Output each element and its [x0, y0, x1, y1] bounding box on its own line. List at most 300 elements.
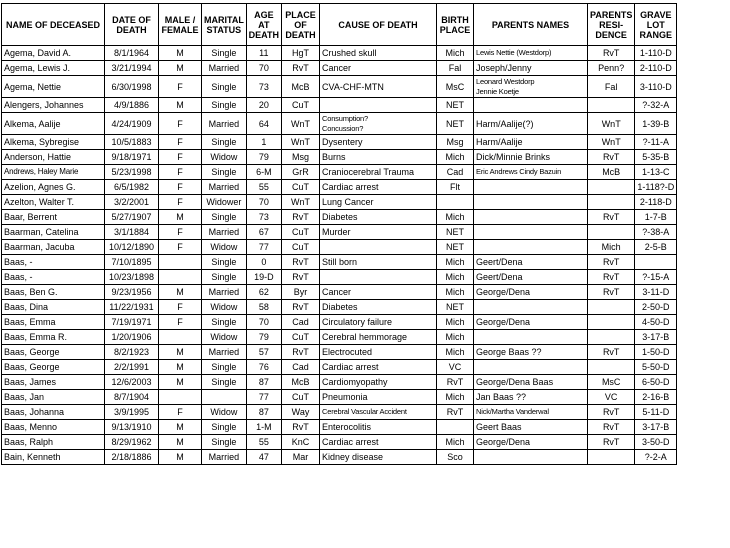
- birth-cell: NET: [437, 300, 474, 315]
- marital-cell: Married: [202, 345, 247, 360]
- residence-cell: RvT: [588, 285, 635, 300]
- grave-cell: ?-38-A: [635, 225, 677, 240]
- cause-cell: Electrocuted: [320, 345, 437, 360]
- name-cell: Baas, Menno: [2, 420, 105, 435]
- birth-cell: Mich: [437, 285, 474, 300]
- table-row: [2, 420, 677, 435]
- name-cell: Agema, Lewis J.: [2, 61, 105, 76]
- marital-cell: Single: [202, 165, 247, 180]
- grave-cell: 1-50-D: [635, 345, 677, 360]
- date-cell: 8/29/1962: [105, 435, 159, 450]
- birth-cell: Mich: [437, 330, 474, 345]
- table-row: [2, 98, 677, 113]
- parents-cell: George Baas ??: [474, 345, 588, 360]
- residence-cell: [588, 98, 635, 113]
- table-row: [2, 165, 677, 180]
- table-row: [2, 61, 677, 76]
- birth-cell: VC: [437, 360, 474, 375]
- date-cell: 3/9/1995: [105, 405, 159, 420]
- cause-cell: Consumption? Concussion?: [320, 113, 437, 135]
- date-cell: 3/2/2001: [105, 195, 159, 210]
- table-row: [2, 330, 677, 345]
- sex-cell: F: [159, 315, 202, 330]
- place-cell: Mar: [282, 450, 320, 465]
- date-cell: 9/18/1971: [105, 150, 159, 165]
- date-cell: 8/2/1923: [105, 345, 159, 360]
- grave-cell: 6-50-D: [635, 375, 677, 390]
- age-cell: 70: [246, 195, 281, 210]
- grave-cell: ?-15-A: [635, 270, 677, 285]
- header-grave-lot-range: GRAVE LOT RANGE: [635, 4, 677, 46]
- name-cell: Baas, James: [2, 375, 105, 390]
- grave-cell: 1-13-C: [635, 165, 677, 180]
- age-cell: 62: [246, 285, 281, 300]
- parents-cell: [474, 210, 588, 225]
- parents-cell: [474, 450, 588, 465]
- place-cell: McB: [282, 375, 320, 390]
- place-cell: HgT: [282, 46, 320, 61]
- birth-cell: RvT: [437, 405, 474, 420]
- grave-cell: 3-11-D: [635, 285, 677, 300]
- cause-cell: Dysentery: [320, 135, 437, 150]
- sex-cell: F: [159, 195, 202, 210]
- grave-cell: 2-50-D: [635, 300, 677, 315]
- grave-cell: 3-110-D: [635, 76, 677, 98]
- header-cause-of-death: CAUSE OF DEATH: [320, 4, 437, 46]
- marital-cell: Single: [202, 46, 247, 61]
- sex-cell: M: [159, 345, 202, 360]
- residence-cell: MsC: [588, 375, 635, 390]
- name-cell: Alkema, Aalije: [2, 113, 105, 135]
- age-cell: 57: [246, 345, 281, 360]
- age-cell: 0: [246, 255, 281, 270]
- cause-cell: [320, 240, 437, 255]
- grave-cell: 3-50-D: [635, 435, 677, 450]
- residence-cell: Mich: [588, 240, 635, 255]
- residence-cell: RvT: [588, 420, 635, 435]
- cause-cell: Cerebral Vascular Accident: [320, 405, 437, 420]
- sex-cell: M: [159, 450, 202, 465]
- birth-cell: Mich: [437, 345, 474, 360]
- marital-cell: Single: [202, 375, 247, 390]
- name-cell: Baas, Ralph: [2, 435, 105, 450]
- grave-cell: 5-35-B: [635, 150, 677, 165]
- cause-cell: Cardiac arrest: [320, 360, 437, 375]
- date-cell: 5/27/1907: [105, 210, 159, 225]
- marital-cell: Married: [202, 450, 247, 465]
- date-cell: 1/20/1906: [105, 330, 159, 345]
- parents-cell: Geert Baas: [474, 420, 588, 435]
- residence-cell: Fal: [588, 76, 635, 98]
- table-row: [2, 225, 677, 240]
- birth-cell: NET: [437, 98, 474, 113]
- table-row: [2, 135, 677, 150]
- place-cell: KnC: [282, 435, 320, 450]
- grave-cell: 5-11-D: [635, 405, 677, 420]
- sex-cell: F: [159, 165, 202, 180]
- date-cell: 7/19/1971: [105, 315, 159, 330]
- name-cell: Baas, George: [2, 345, 105, 360]
- header-parents-names: PARENTS NAMES: [474, 4, 588, 46]
- birth-cell: Mich: [437, 150, 474, 165]
- sex-cell: M: [159, 98, 202, 113]
- marital-cell: Married: [202, 113, 247, 135]
- name-cell: Baas, Emma R.: [2, 330, 105, 345]
- place-cell: McB: [282, 76, 320, 98]
- table-row: [2, 195, 677, 210]
- residence-cell: RvT: [588, 255, 635, 270]
- age-cell: 77: [246, 240, 281, 255]
- sex-cell: [159, 330, 202, 345]
- age-cell: 6-M: [246, 165, 281, 180]
- age-cell: 1: [246, 135, 281, 150]
- grave-cell: 1-7-B: [635, 210, 677, 225]
- residence-cell: WnT: [588, 113, 635, 135]
- cause-cell: Burns: [320, 150, 437, 165]
- date-cell: 6/30/1998: [105, 76, 159, 98]
- place-cell: CuT: [282, 390, 320, 405]
- age-cell: 73: [246, 210, 281, 225]
- sex-cell: F: [159, 150, 202, 165]
- residence-cell: RvT: [588, 345, 635, 360]
- table-row: [2, 113, 677, 135]
- age-cell: 77: [246, 390, 281, 405]
- date-cell: 11/22/1931: [105, 300, 159, 315]
- parents-cell: [474, 330, 588, 345]
- table-row: [2, 255, 677, 270]
- birth-cell: [437, 420, 474, 435]
- header-row: [2, 4, 677, 46]
- table-row: [2, 285, 677, 300]
- place-cell: RvT: [282, 345, 320, 360]
- residence-cell: VC: [588, 390, 635, 405]
- place-cell: CuT: [282, 240, 320, 255]
- place-cell: Cad: [282, 315, 320, 330]
- date-cell: 3/1/1884: [105, 225, 159, 240]
- age-cell: 79: [246, 330, 281, 345]
- parents-cell: [474, 240, 588, 255]
- place-cell: Way: [282, 405, 320, 420]
- burial-records-table: [1, 3, 677, 465]
- marital-cell: Widower: [202, 195, 247, 210]
- grave-cell: 1-118?-D: [635, 180, 677, 195]
- name-cell: Baas, Ben G.: [2, 285, 105, 300]
- residence-cell: RvT: [588, 405, 635, 420]
- residence-cell: RvT: [588, 150, 635, 165]
- grave-cell: 1-110-D: [635, 46, 677, 61]
- grave-cell: 1-39-B: [635, 113, 677, 135]
- date-cell: 9/23/1956: [105, 285, 159, 300]
- name-cell: Anderson, Hattie: [2, 150, 105, 165]
- residence-cell: RvT: [588, 435, 635, 450]
- residence-cell: [588, 330, 635, 345]
- date-cell: 10/12/1890: [105, 240, 159, 255]
- cause-cell: Lung Cancer: [320, 195, 437, 210]
- place-cell: WnT: [282, 195, 320, 210]
- birth-cell: Mich: [437, 210, 474, 225]
- age-cell: 47: [246, 450, 281, 465]
- cause-cell: [320, 98, 437, 113]
- name-cell: Baas, Johanna: [2, 405, 105, 420]
- marital-cell: Married: [202, 225, 247, 240]
- grave-cell: 3-17-B: [635, 330, 677, 345]
- place-cell: CuT: [282, 225, 320, 240]
- date-cell: 10/5/1883: [105, 135, 159, 150]
- sex-cell: F: [159, 113, 202, 135]
- cause-cell: Cancer: [320, 285, 437, 300]
- header-parents-residence: PARENTS RESI- DENCE: [588, 4, 635, 46]
- age-cell: 19-D: [246, 270, 281, 285]
- age-cell: 70: [246, 61, 281, 76]
- table-row: [2, 345, 677, 360]
- sex-cell: F: [159, 405, 202, 420]
- header-age: AGE AT DEATH: [246, 4, 281, 46]
- place-cell: RvT: [282, 270, 320, 285]
- marital-cell: Single: [202, 255, 247, 270]
- marital-cell: Widow: [202, 330, 247, 345]
- cause-cell: Cancer: [320, 61, 437, 76]
- date-cell: 4/9/1886: [105, 98, 159, 113]
- birth-cell: Cad: [437, 165, 474, 180]
- parents-cell: Lewis Nettie (Westdorp): [474, 46, 588, 61]
- marital-cell: Married: [202, 61, 247, 76]
- grave-cell: 5-50-D: [635, 360, 677, 375]
- birth-cell: NET: [437, 240, 474, 255]
- place-cell: RvT: [282, 210, 320, 225]
- age-cell: 70: [246, 315, 281, 330]
- parents-cell: George/Dena Baas: [474, 375, 588, 390]
- place-cell: RvT: [282, 300, 320, 315]
- residence-cell: RvT: [588, 46, 635, 61]
- parents-cell: Nick/Martha Vanderwal: [474, 405, 588, 420]
- age-cell: 58: [246, 300, 281, 315]
- age-cell: 20: [246, 98, 281, 113]
- parents-cell: [474, 360, 588, 375]
- marital-cell: Widow: [202, 150, 247, 165]
- residence-cell: RvT: [588, 210, 635, 225]
- grave-cell: ?-2-A: [635, 450, 677, 465]
- cause-cell: Cardiomyopathy: [320, 375, 437, 390]
- parents-cell: Joseph/Jenny: [474, 61, 588, 76]
- sex-cell: [159, 390, 202, 405]
- header-marital-status: MARITAL STATUS: [202, 4, 247, 46]
- cause-cell: Cardiac arrest: [320, 180, 437, 195]
- parents-cell: Dick/Minnie Brinks: [474, 150, 588, 165]
- birth-cell: RvT: [437, 375, 474, 390]
- parents-cell: [474, 180, 588, 195]
- marital-cell: Single: [202, 210, 247, 225]
- birth-cell: Mich: [437, 270, 474, 285]
- table-row: [2, 300, 677, 315]
- header-place-of-death: PLACE OF DEATH: [282, 4, 320, 46]
- table-row: [2, 375, 677, 390]
- age-cell: 55: [246, 435, 281, 450]
- birth-cell: Mich: [437, 255, 474, 270]
- age-cell: 11: [246, 46, 281, 61]
- sex-cell: M: [159, 61, 202, 76]
- sex-cell: F: [159, 135, 202, 150]
- parents-cell: George/Dena: [474, 285, 588, 300]
- birth-cell: MsC: [437, 76, 474, 98]
- name-cell: Baas, -: [2, 270, 105, 285]
- name-cell: Baas, George: [2, 360, 105, 375]
- residence-cell: [588, 450, 635, 465]
- date-cell: 12/6/2003: [105, 375, 159, 390]
- grave-cell: ?-11-A: [635, 135, 677, 150]
- place-cell: CuT: [282, 180, 320, 195]
- table-row: [2, 390, 677, 405]
- name-cell: Agema, David A.: [2, 46, 105, 61]
- table-row: [2, 270, 677, 285]
- age-cell: 87: [246, 405, 281, 420]
- cause-cell: Pneumonia: [320, 390, 437, 405]
- place-cell: GrR: [282, 165, 320, 180]
- parents-cell: George/Dena: [474, 315, 588, 330]
- cause-cell: Craniocerebral Trauma: [320, 165, 437, 180]
- residence-cell: RvT: [588, 270, 635, 285]
- sex-cell: F: [159, 76, 202, 98]
- birth-cell: Mich: [437, 46, 474, 61]
- place-cell: Byr: [282, 285, 320, 300]
- parents-cell: Harm/Aalije: [474, 135, 588, 150]
- parents-cell: Geert/Dena: [474, 270, 588, 285]
- parents-cell: Geert/Dena: [474, 255, 588, 270]
- grave-cell: 2-16-B: [635, 390, 677, 405]
- grave-cell: 4-50-D: [635, 315, 677, 330]
- age-cell: 55: [246, 180, 281, 195]
- parents-cell: Leonard Westdorp Jennie Koetje: [474, 76, 588, 98]
- marital-cell: Single: [202, 435, 247, 450]
- sex-cell: M: [159, 420, 202, 435]
- residence-cell: McB: [588, 165, 635, 180]
- cause-cell: Still born: [320, 255, 437, 270]
- table-row: [2, 450, 677, 465]
- parents-cell: [474, 98, 588, 113]
- date-cell: 3/21/1994: [105, 61, 159, 76]
- birth-cell: Sco: [437, 450, 474, 465]
- birth-cell: NET: [437, 113, 474, 135]
- cause-cell: Kidney disease: [320, 450, 437, 465]
- header-birth-place: BIRTH PLACE: [437, 4, 474, 46]
- table-row: [2, 240, 677, 255]
- table-row: [2, 315, 677, 330]
- marital-cell: Single: [202, 420, 247, 435]
- date-cell: 7/10/1895: [105, 255, 159, 270]
- marital-cell: Single: [202, 98, 247, 113]
- age-cell: 64: [246, 113, 281, 135]
- residence-cell: Penn?: [588, 61, 635, 76]
- parents-cell: Jan Baas ??: [474, 390, 588, 405]
- sex-cell: F: [159, 180, 202, 195]
- marital-cell: Single: [202, 270, 247, 285]
- place-cell: RvT: [282, 61, 320, 76]
- table-row: [2, 405, 677, 420]
- cause-cell: Circulatory failure: [320, 315, 437, 330]
- marital-cell: Single: [202, 315, 247, 330]
- sex-cell: M: [159, 360, 202, 375]
- date-cell: 8/7/1904: [105, 390, 159, 405]
- grave-cell: [635, 255, 677, 270]
- residence-cell: [588, 195, 635, 210]
- place-cell: Msg: [282, 150, 320, 165]
- date-cell: 9/13/1910: [105, 420, 159, 435]
- marital-cell: [202, 390, 247, 405]
- header-date-of-death: DATE OF DEATH: [105, 4, 159, 46]
- name-cell: Agema, Nettie: [2, 76, 105, 98]
- name-cell: Baas, -: [2, 255, 105, 270]
- marital-cell: Married: [202, 285, 247, 300]
- parents-cell: George/Dena: [474, 435, 588, 450]
- age-cell: 67: [246, 225, 281, 240]
- name-cell: Azelion, Agnes G.: [2, 180, 105, 195]
- name-cell: Alengers, Johannes: [2, 98, 105, 113]
- name-cell: Baas, Dina: [2, 300, 105, 315]
- birth-cell: Msg: [437, 135, 474, 150]
- marital-cell: Widow: [202, 405, 247, 420]
- table-row: [2, 435, 677, 450]
- sex-cell: M: [159, 435, 202, 450]
- birth-cell: Mich: [437, 315, 474, 330]
- age-cell: 79: [246, 150, 281, 165]
- cause-cell: Murder: [320, 225, 437, 240]
- table-row: [2, 210, 677, 225]
- date-cell: 8/1/1964: [105, 46, 159, 61]
- cause-cell: Crushed skull: [320, 46, 437, 61]
- table-row: [2, 76, 677, 98]
- place-cell: RvT: [282, 255, 320, 270]
- birth-cell: [437, 195, 474, 210]
- name-cell: Azelton, Walter T.: [2, 195, 105, 210]
- name-cell: Baar, Berrent: [2, 210, 105, 225]
- grave-cell: 2-5-B: [635, 240, 677, 255]
- place-cell: Cad: [282, 360, 320, 375]
- table-row: [2, 46, 677, 61]
- sex-cell: F: [159, 240, 202, 255]
- parents-cell: Harm/Aalije(?): [474, 113, 588, 135]
- name-cell: Baarman, Jacuba: [2, 240, 105, 255]
- name-cell: Bain, Kenneth: [2, 450, 105, 465]
- cause-cell: CVA-CHF-MTN: [320, 76, 437, 98]
- date-cell: 2/2/1991: [105, 360, 159, 375]
- birth-cell: Fal: [437, 61, 474, 76]
- table-row: [2, 180, 677, 195]
- parents-cell: [474, 300, 588, 315]
- birth-cell: NET: [437, 225, 474, 240]
- residence-cell: [588, 300, 635, 315]
- name-cell: Alkema, Sybregise: [2, 135, 105, 150]
- marital-cell: Single: [202, 76, 247, 98]
- age-cell: 73: [246, 76, 281, 98]
- header-sex: MALE / FEMALE: [159, 4, 202, 46]
- sex-cell: [159, 255, 202, 270]
- date-cell: 5/23/1998: [105, 165, 159, 180]
- marital-cell: Widow: [202, 240, 247, 255]
- place-cell: RvT: [282, 420, 320, 435]
- marital-cell: Widow: [202, 300, 247, 315]
- name-cell: Baas, Jan: [2, 390, 105, 405]
- grave-cell: ?-32-A: [635, 98, 677, 113]
- grave-cell: 2-110-D: [635, 61, 677, 76]
- sex-cell: F: [159, 225, 202, 240]
- parents-cell: Eric Andrews Cindy Bazuin: [474, 165, 588, 180]
- cause-cell: Enterocolitis: [320, 420, 437, 435]
- marital-cell: Single: [202, 360, 247, 375]
- age-cell: 1-M: [246, 420, 281, 435]
- residence-cell: [588, 225, 635, 240]
- marital-cell: Married: [202, 180, 247, 195]
- residence-cell: WnT: [588, 135, 635, 150]
- name-cell: Baas, Emma: [2, 315, 105, 330]
